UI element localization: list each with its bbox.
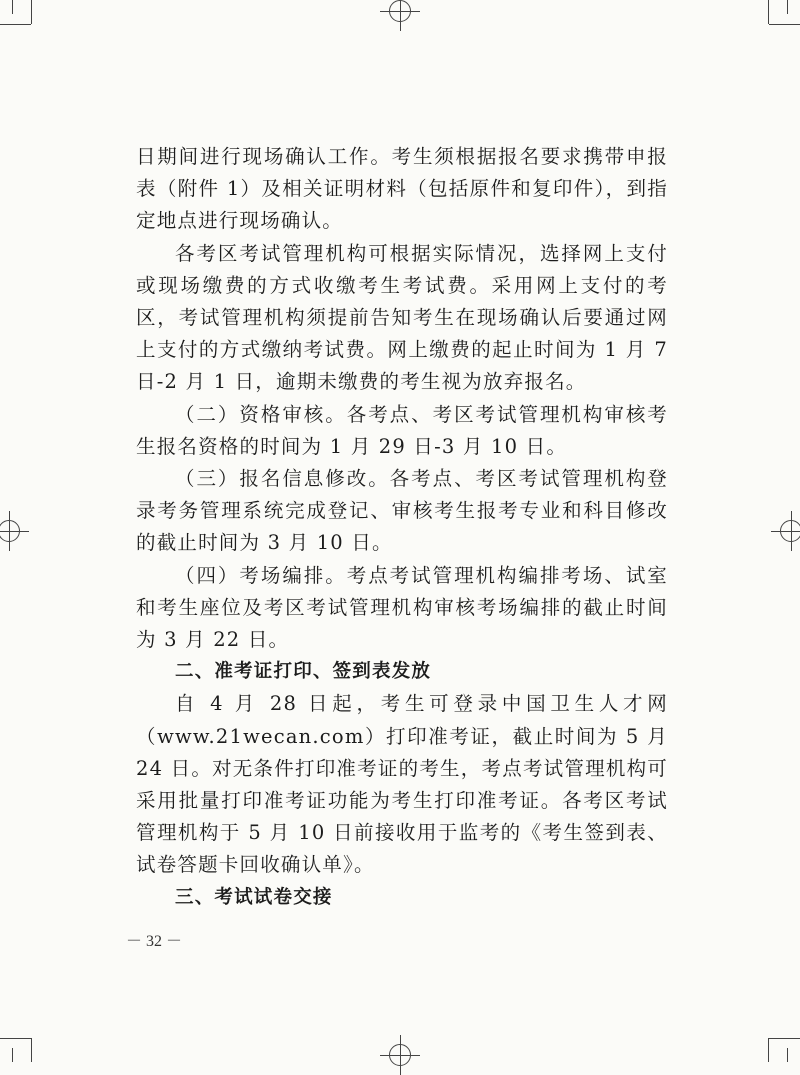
paragraph-2: 各考区考试管理机构可根据实际情况，选择网上支付或现场缴费的方式收缴考生考试费。采用网上支付的考区，考试管理机构须提前告知考生在现场确认后要通过网上支付的方式缴纳考试费。网上缴费的起止时间为 1 月 7 日-2 月 1 日，逾期未缴费的考生视为放弃报名。 — [136, 241, 668, 394]
crop-mark-bottom-right-v — [768, 1038, 769, 1062]
body-text — [136, 141, 668, 914]
crop-mark-top-right-v — [768, 0, 769, 24]
page-number: － 32 － — [126, 933, 183, 950]
registration-mark-top-icon — [389, 0, 411, 22]
crop-mark-bottom-left-v2 — [12, 1048, 13, 1062]
registration-mark-left-icon — [0, 520, 20, 542]
crop-mark-bottom-left-v — [31, 1038, 32, 1062]
section-heading-3: 三、考试试卷交接 — [175, 886, 333, 908]
crop-mark-top-left-h — [0, 24, 31, 25]
paragraph-4: （三）报名信息修改。各考点、考区考试管理机构登录考务管理系统完成登记、审核考生报考专业和科目修改的截止时间为 3 月 10 日。 — [136, 467, 668, 555]
registration-mark-right-icon — [780, 520, 800, 542]
crop-mark-bottom-right-h — [769, 1038, 800, 1039]
crop-mark-top-left-v — [31, 0, 32, 24]
crop-mark-bottom-left-h — [0, 1038, 31, 1039]
crop-mark-top-right-v2 — [787, 0, 788, 14]
paragraph-5: （四）考场编排。考点考试管理机构编排考场、试室和考生座位及考区考试管理机构审核考场编排的截止时间为 3 月 22 日。 — [136, 563, 668, 652]
paragraph-6: 自 4 月 28 日起，考生可登录中国卫生人才网（www.21wecan.com）打印准考证，截止时间为 5 月 24 日。对无条件打印准考证的考生，考点考试管理机构可采用批量打印准考证功能为考生打印准考证。各考区考试管理机构于 5 月 10 日前接收用于监考的《考生签到表、试卷答题卡回收确认单》。 — [136, 692, 668, 877]
paragraph-1: 日期间进行现场确认工作。考生须根据报名要求携带申报表（附件 1）及相关证明材料（包括原件和复印件），到指定地点进行现场确认。 — [136, 145, 668, 233]
crop-mark-bottom-right-v2 — [787, 1048, 788, 1062]
crop-mark-top-left-v2 — [12, 0, 13, 14]
paragraph-3: （二）资格审核。各考点、考区考试管理机构审核考生报名资格的时间为 1 月 29 日-3 月 10 日。 — [136, 402, 668, 458]
registration-mark-bottom-icon — [389, 1044, 411, 1066]
section-heading-2: 二、准考证打印、签到表发放 — [175, 661, 432, 683]
crop-mark-top-right-h — [769, 24, 800, 25]
